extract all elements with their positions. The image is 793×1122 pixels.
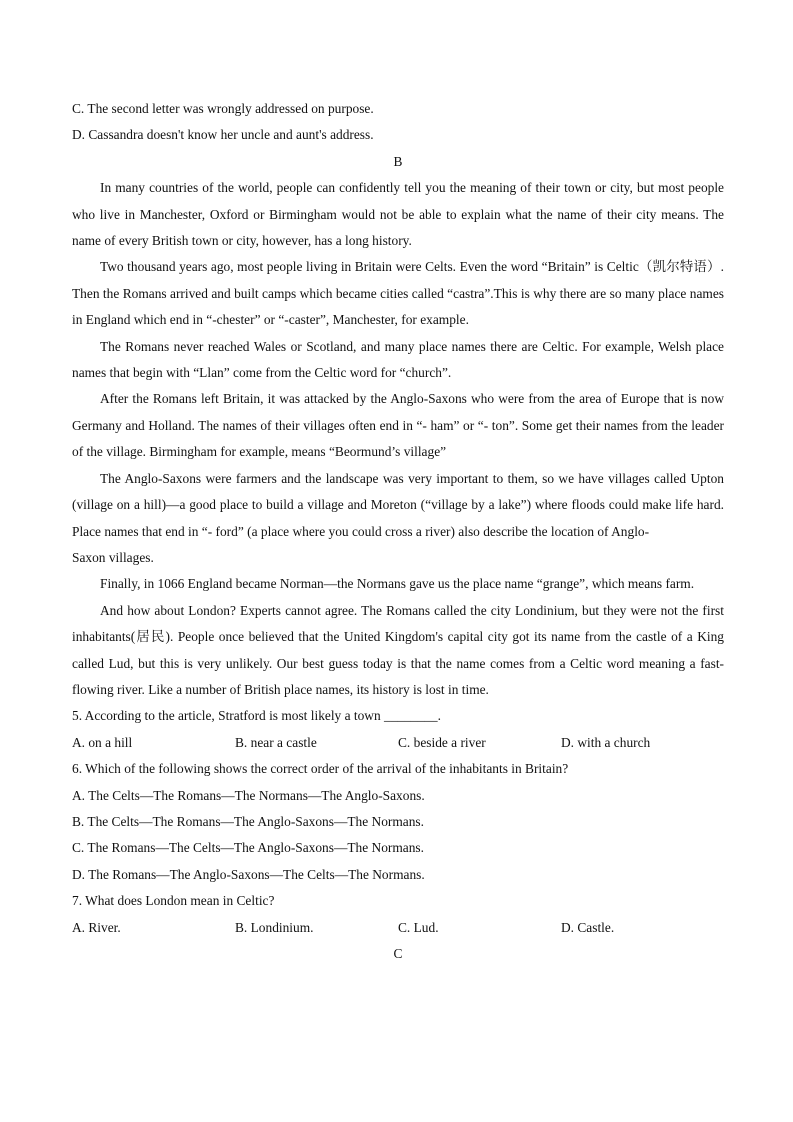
q5-option-d[interactable]: D. with a church (561, 734, 651, 750)
q5-option-a[interactable]: A. on a hill (72, 734, 133, 750)
q7-option-d[interactable]: D. Castle. (561, 919, 615, 935)
section-b-heading: B (393, 153, 403, 169)
q5-option-c[interactable]: C. beside a river (398, 734, 486, 750)
question-7-options (72, 915, 724, 941)
paragraph-3: The Romans never reached Wales or Scotland, and many place names there are Celtic. For example, Welsh place names that begin with “Llan” come from the Celtic word for “church”. (72, 338, 724, 381)
paragraph-2: Two thousand years ago, most people living in Britain were Celts. Even the word “Britain” is Celtic（凯尔特语）. Then the Romans arrived and built camps which became cities called “castra”.This is why there are so many place names in England which end in “-chester” or “-caster”, Manchester, for example. (72, 259, 724, 328)
section-c-heading: C (393, 946, 403, 961)
paragraph-5-continued: Saxon villages. (72, 549, 154, 565)
q5-option-b[interactable]: B. near a castle (235, 734, 317, 750)
prev-option-d: D. Cassandra doesn't know her uncle and aunt's address. (72, 127, 374, 143)
paragraph-5: The Anglo-Saxons were farmers and the landscape was very important to them, so we have villages called Upton (village on a hill)—a good place to build a village and Moreton (“village by a lake”) where floods could make life hard. Place names that end in “- ford” (a place where you could cross a river) also describe the location of Anglo- (72, 470, 724, 539)
question-6: 6. Which of the following shows the correct order of the arrival of the inhabitants in Britain? (72, 761, 569, 777)
q7-option-a[interactable]: A. River. (72, 919, 121, 935)
q7-option-c[interactable]: C. Lud. (398, 919, 439, 935)
q7-option-b[interactable]: B. Londinium. (235, 919, 314, 935)
document-page (72, 96, 724, 967)
paragraph-4: After the Romans left Britain, it was attacked by the Anglo-Saxons who were from the area of Europe that is now Germany and Holland. The names of their villages often end in “- ham” or “- ton”. Some get their names from the leader of the village. Birmingham for example, means “Beormund’s village” (72, 391, 724, 460)
question-7: 7. What does London mean in Celtic? (72, 893, 275, 909)
question-5-options (72, 730, 724, 756)
prev-option-c: C. The second letter was wrongly addressed on purpose. (72, 101, 374, 116)
q6-option-b[interactable]: B. The Celts—The Romans—The Anglo-Saxons—The Normans. (72, 813, 424, 829)
paragraph-1: In many countries of the world, people can confidently tell you the meaning of their town or city, but most people who live in Manchester, Oxford or Birmingham would not be able to explain what the name of their city means. The name of every British town or city, however, has a long history. (72, 180, 724, 249)
q6-option-a[interactable]: A. The Celts—The Romans—The Normans—The Anglo-Saxons. (72, 787, 425, 803)
q6-option-d[interactable]: D. The Romans—The Anglo-Saxons—The Celts—The Normans. (72, 866, 425, 882)
paragraph-7: And how about London? Experts cannot agree. The Romans called the city Londinium, but they were not the first inhabitants(居民). People once believed that the United Kingdom's capital city got its name from the castle of a King called Lud, but this is very unlikely. Our best guess today is that the name comes from a Celtic word meaning a fast-flowing river. Like a number of British place names, its history is lost in time. (72, 602, 724, 697)
question-5: 5. According to the article, Stratford is most likely a town ________. (72, 708, 441, 724)
paragraph-6: Finally, in 1066 England became Norman—the Normans gave us the place name “grange”, which means farm. (100, 576, 695, 592)
q6-option-c[interactable]: C. The Romans—The Celts—The Anglo-Saxons—The Normans. (72, 840, 424, 856)
